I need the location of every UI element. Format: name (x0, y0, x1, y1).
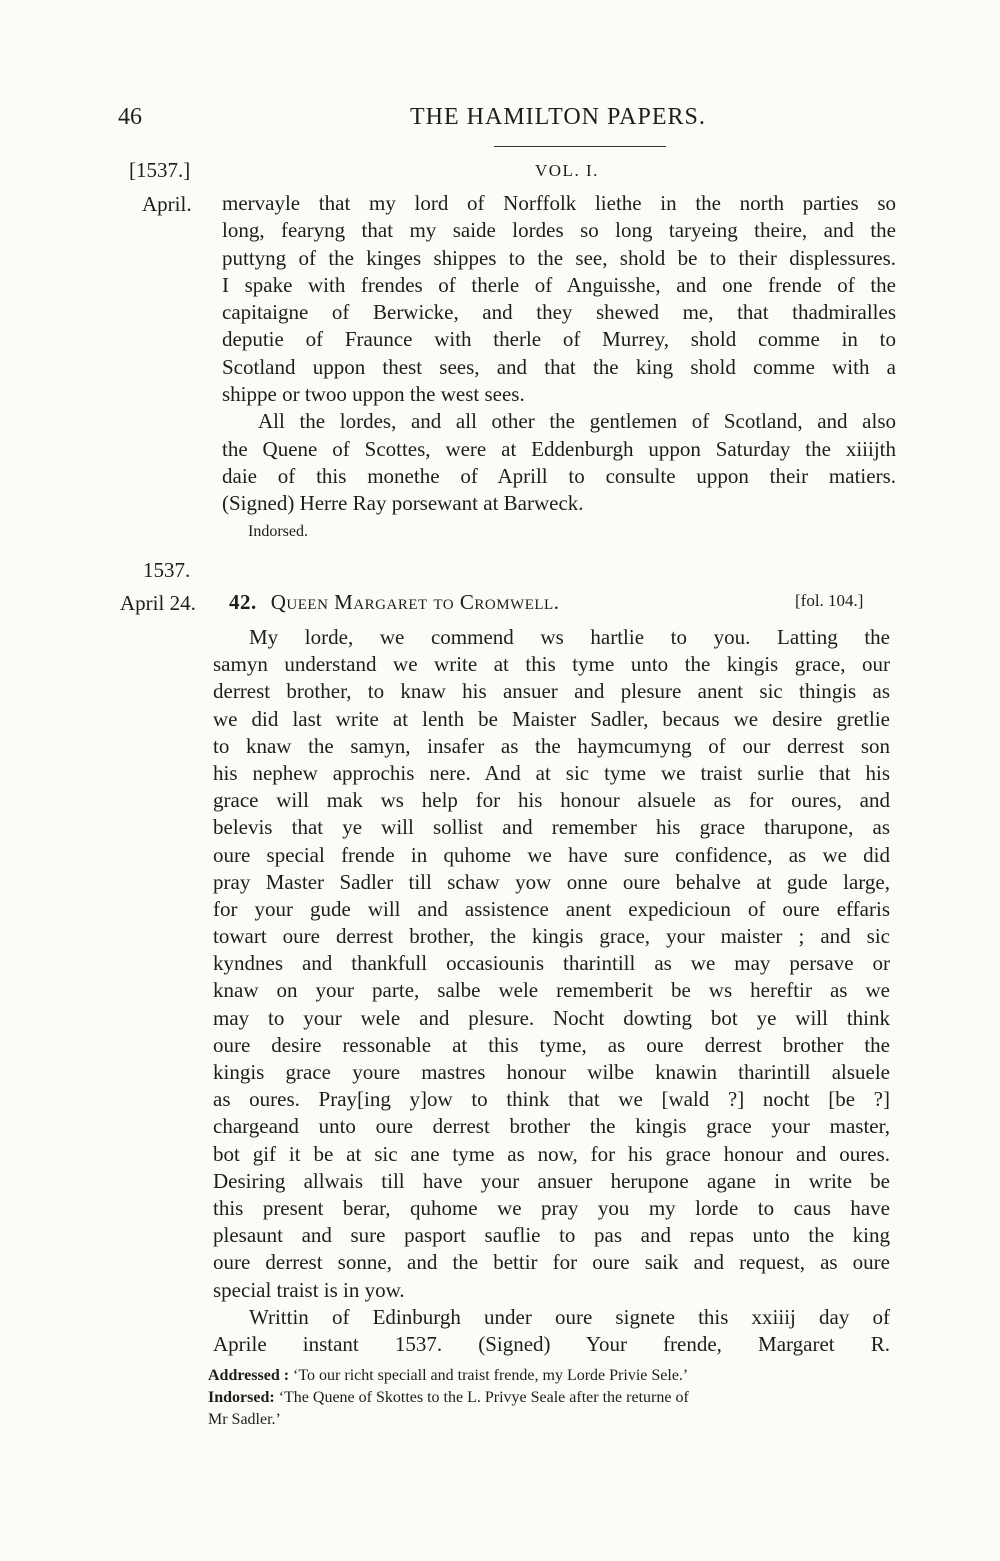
indorsed-label: Indorsed: (208, 1389, 275, 1406)
text-line: long, fearyng that my saide lordes so long taryeing theire, and the (222, 218, 896, 243)
margin-month-1: April. (142, 192, 192, 216)
text-line: Scotland uppon thest sees, and that the king shold comme with a (222, 354, 896, 379)
text-line: may to your wele and plesure. Nocht dowting bot ye will think (213, 1005, 890, 1030)
text-line: knaw on your parte, salbe wele rememberit be ws hereftir as we (213, 978, 890, 1003)
text-line: special traist is in yow. (213, 1277, 405, 1302)
text-line: All the lordes, and all other the gentlemen of Scotland, and also (258, 409, 896, 434)
text-line: shippe or twoo uppon the west sees. (222, 382, 525, 407)
text-line: we did last write at lenth be Maister Sadler, becaus we desire gretlie (213, 706, 890, 731)
section-1-text (222, 190, 896, 518)
indorsed-line-2: Mr Sadler.’ (208, 1411, 281, 1428)
text-line: I spake with frendes of therle of Anguisshe, and one frende of the (222, 272, 896, 297)
endorsement-notes (208, 1365, 894, 1431)
margin-year-2: 1537. (143, 558, 191, 582)
text-line: as oures. Pray[ing y]ow to think that we [wald ?] nocht [be ?] (213, 1087, 890, 1112)
text-line: samyn understand we write at this tyme unto the kingis grace, our (213, 652, 890, 677)
document-heading (229, 590, 559, 615)
folio-reference: [fol. 104.] (795, 591, 864, 610)
text-line: Aprile instant 1537. (Signed) Your frende, Margaret R. (213, 1331, 890, 1356)
text-line: his nephew approchis nere. And at sic tyme we traist surlie that his (213, 760, 890, 785)
text-line: deputie of Fraunce with therle of Murrey, shold comme in to (222, 327, 896, 352)
text-line: kingis grace youre mastres honour wilbe knawin tharintill alsuele (213, 1060, 890, 1084)
addressed-label: Addressed : (208, 1367, 290, 1384)
page-number: 46 (118, 104, 142, 130)
text-line: mervayle that my lord of Norffolk liethe in the north parties so (222, 191, 896, 215)
text-line: pray Master Sadler till schaw yow onne oure behalve at gude large, (213, 869, 890, 894)
indorsed-text: ‘The Quene of Skottes to the L. Privye Seale after the returne of (278, 1389, 689, 1406)
text-line: grace will mak ws help for his honour alsuele as for oures, and (213, 788, 890, 813)
addressed-note (208, 1365, 894, 1387)
text-line: towart oure derrest brother, the kingis grace, your maister ; and sic (213, 924, 890, 949)
document-number: 42. (229, 590, 257, 614)
header-rule (494, 146, 666, 147)
text-line: plesaunt and sure pasport sauflie to pas and repas unto the king (213, 1223, 890, 1248)
text-line: bot gif it be at sic ane tyme as now, for his grace honour and oures. (213, 1141, 890, 1166)
text-line: oure desire ressonable at this tyme, as oure derrest brother the (213, 1032, 890, 1057)
margin-date-2: April 24. (120, 591, 196, 615)
text-line: Writtin of Edinburgh under oure signete this xxiiij day of (249, 1304, 890, 1329)
text-line: oure derrest sonne, and the bettir for oure saik and request, as oure (213, 1250, 890, 1275)
text-line: oure special frende in quhome we have sure confidence, as we did (213, 842, 890, 867)
addressed-text: ‘To our richt speciall and traist frende, my Lorde Privie Sele.’ (293, 1367, 689, 1384)
indorsed-note: Indorsed. (248, 523, 308, 540)
text-line: derrest brother, to knaw his ansuer and plesure anent sic thingis as (213, 679, 890, 704)
text-line: Desiring allwais till have your ansuer herupone agane in write be (213, 1168, 890, 1193)
document-title: Queen Margaret to Cromwell. (270, 590, 560, 614)
text-line: to knaw the samyn, insafer as the haymcumyng of our derrest son (213, 733, 890, 758)
letter-text (213, 624, 890, 1358)
running-title: THE HAMILTON PAPERS. (410, 104, 706, 130)
text-line: daie of this monethe of Aprill to consulte uppon their matiers. (222, 463, 896, 488)
text-line: kyndnes and thankfull occasiounis tharintill as we may persave or (213, 951, 890, 976)
text-line: (Signed) Herre Ray porsewant at Barweck. (222, 491, 584, 516)
text-line: the Quene of Scottes, were at Eddenburgh uppon Saturday the xiiijth (222, 436, 896, 461)
volume-label: VOL. I. (535, 161, 599, 180)
text-line: belevis that ye will sollist and remember his grace tharupone, as (213, 815, 890, 840)
text-line: puttyng of the kinges shippes to the see, shold be to their displessures. (222, 245, 896, 270)
text-line: this present berar, quhome we pray you my lorde to caus have (213, 1195, 890, 1220)
text-line: for your gude will and assistence anent expedicioun of oure effaris (213, 896, 890, 921)
text-line: My lorde, we commend ws hartlie to you. Latting the (249, 625, 890, 649)
indorsed-line (208, 1387, 894, 1409)
margin-year-1: [1537.] (129, 158, 191, 182)
text-line: capitaigne of Berwicke, and they shewed me, that thadmiralles (222, 300, 896, 325)
text-line: chargeand unto oure derrest brother the kingis grace your master, (213, 1114, 890, 1139)
